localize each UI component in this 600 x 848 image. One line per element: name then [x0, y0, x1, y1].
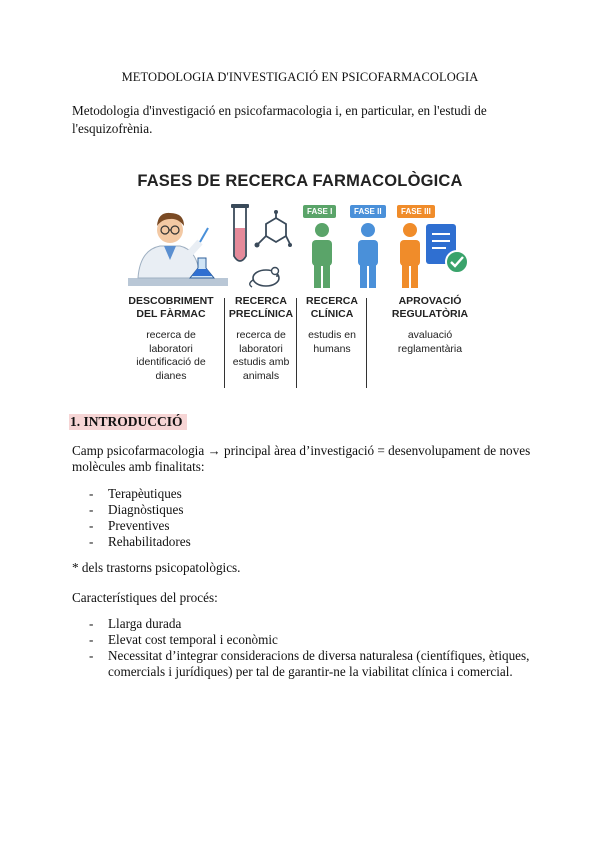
research-phases-figure [110, 160, 490, 400]
phase-tag-3: FASE III [397, 205, 435, 218]
phase-tag-2: FASE II [350, 205, 386, 218]
note-text: * dels trastorns psicopatològics. [72, 560, 241, 575]
mouse-icon [248, 264, 286, 288]
list-item: - Terapèutiques [89, 486, 182, 501]
column-separator [366, 298, 367, 388]
phase-column-regulatory [372, 295, 488, 356]
phase-column-clinical [300, 295, 364, 356]
process-characteristics-label: Característiques del procés: [72, 590, 218, 605]
list-item: - Llarga durada [89, 616, 182, 631]
person-icon [396, 222, 424, 288]
phase-column-discovery [118, 295, 224, 383]
molecule-icon [252, 210, 292, 258]
intro-paragraph: Metodologia d'investigació en psicofarmacologia i, en particular, en l'estudi de l'esquizofrènia. [72, 103, 487, 136]
list-item: - Diagnòstiques [89, 502, 184, 517]
paragraph-field: Camp psicofarmacologia → principal àrea d’investigació = desenvolupament de noves molècules amb finalitats: [72, 443, 531, 474]
column-heading: DESCOBRIMENT DEL FÀRMAC [128, 295, 214, 320]
list-item: - Necessitat d’integrar consideracions de diversa naturalesa (científiques, ètiques, comercials i jurídiques) per tal de garantir-ne la viabilitat clínica i comercial. [89, 648, 530, 679]
test-tube-icon [230, 204, 250, 266]
column-separator [224, 298, 225, 388]
purposes-list [72, 486, 538, 550]
document-check-icon [424, 224, 470, 278]
characteristics-list [72, 616, 538, 680]
list-item: - Rehabilitadores [89, 534, 191, 549]
phase-tag-1: FASE I [303, 205, 336, 218]
figure-title: FASES DE RECERCA FARMACOLÒGICA [137, 172, 463, 190]
person-icon [354, 222, 382, 288]
document-title: METODOLOGIA D'INVESTIGACIÓ EN PSICOFARMACOLOGIA [121, 70, 479, 84]
person-icon [308, 222, 336, 288]
column-heading: RECERCA CLÍNICA [306, 295, 358, 320]
column-body: avaluació reglamentària [397, 329, 463, 355]
column-heading: APROVACIÓ REGULATÒRIA [391, 295, 469, 320]
list-item: - Elevat cost temporal i econòmic [89, 632, 278, 647]
section-heading-introduction: 1. INTRODUCCIÓ [69, 414, 187, 430]
list-item: - Preventives [89, 518, 170, 533]
column-body: recerca de laboratori estudis amb animals [232, 329, 290, 382]
column-separator [296, 298, 297, 388]
column-body: recerca de laboratori identificació de dianes [136, 329, 206, 382]
phase-column-preclinical [226, 295, 296, 383]
column-body: estudis en humans [308, 329, 356, 355]
scientist-icon [128, 198, 228, 293]
column-heading: RECERCA PRECLÍNICA [228, 295, 294, 320]
